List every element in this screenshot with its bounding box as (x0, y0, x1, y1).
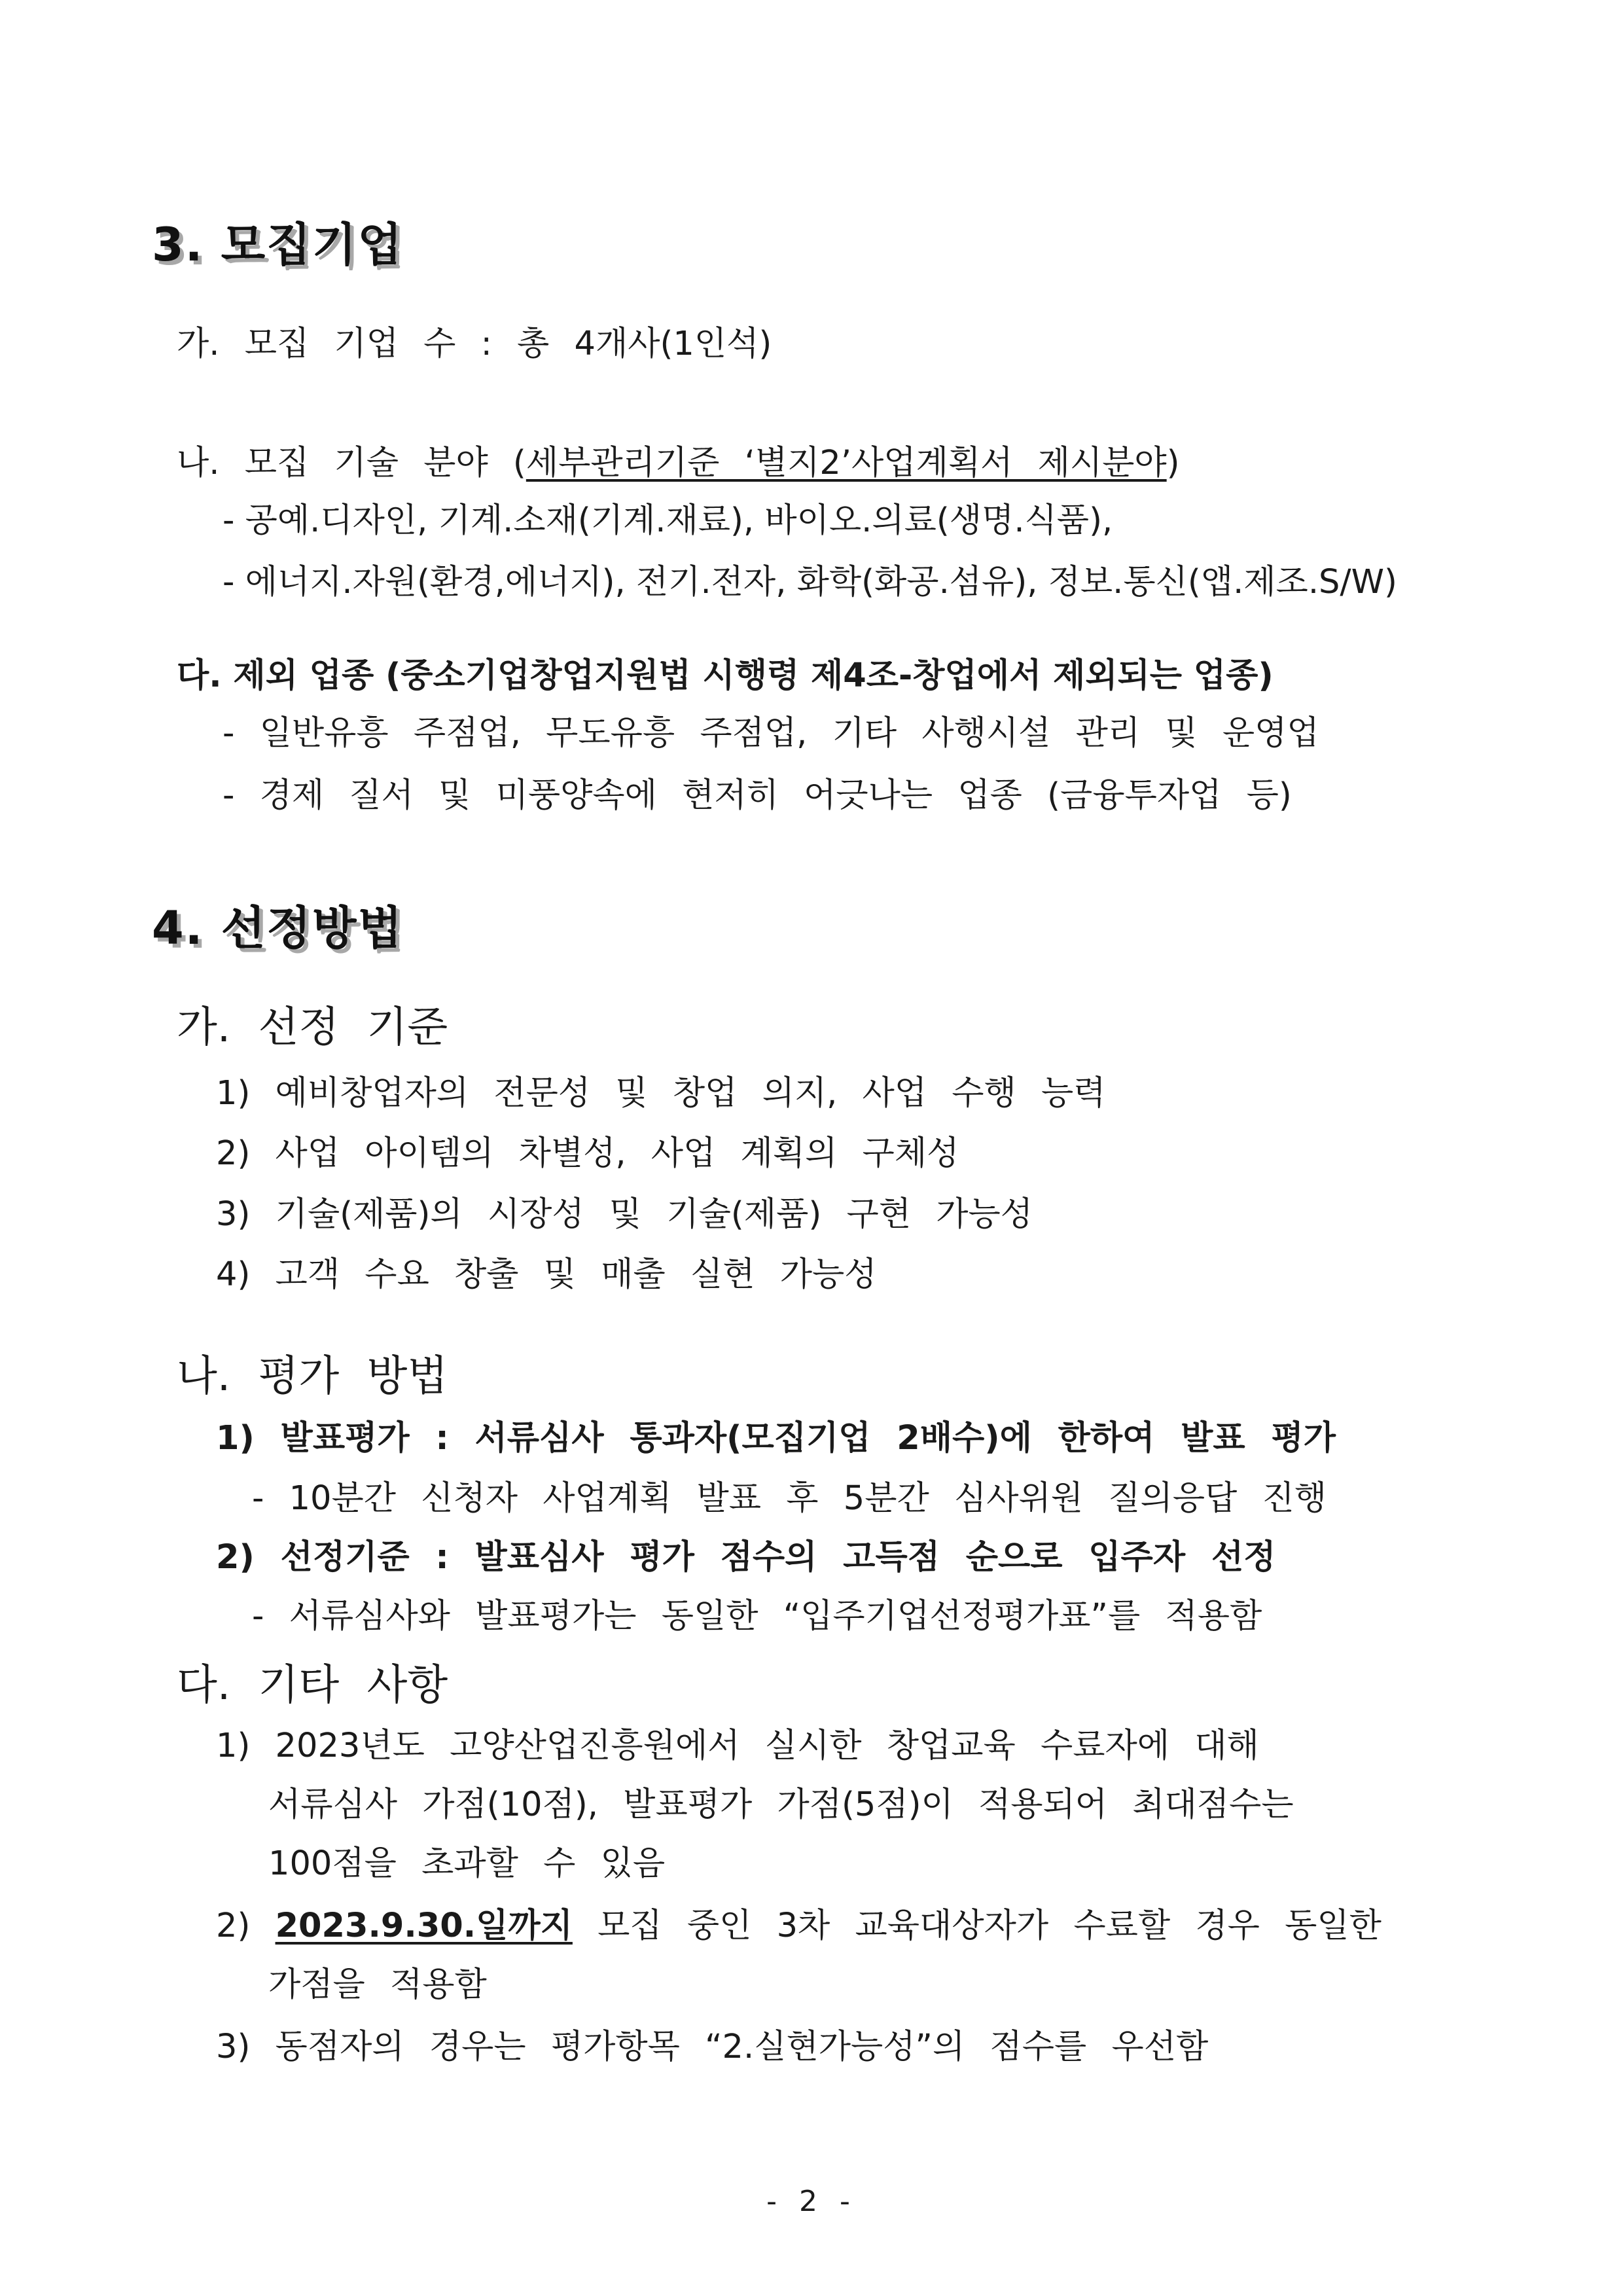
other-item-1-cont: 100점을 초과할 수 있음 (268, 1844, 666, 1883)
deadline-date: 2023.9.30.일까지 (275, 1907, 573, 1945)
excluded-industry-heading: 다. 제외 업종 (중소기업창업지원법 시행령 제4조-창업에서 제외되는 업종) (177, 656, 1274, 695)
tech-field-suffix: ) (1166, 444, 1180, 482)
section-3-heading: 3. 모집기업 (152, 218, 404, 272)
tech-field-prefix: 나. 모집 기술 분야 ( (177, 444, 526, 482)
other-item-2-prefix: 2) (216, 1907, 276, 1945)
evaluation-method-heading: 나. 평가 방법 (177, 1352, 448, 1401)
tech-field-underlined: 세부관리기준 ‘별지2’사업계획서 제시분야 (526, 444, 1167, 482)
other-item-1: 1) 2023년도 고양산업진흥원에서 실시한 창업교육 수료자에 대해 (216, 1727, 1259, 1765)
criteria-item: 4) 고객 수요 창출 및 매출 실현 가능성 (216, 1255, 877, 1294)
other-matters-heading: 다. 기타 사항 (177, 1661, 448, 1710)
other-item-1-cont: 서류심사 가점(10점), 발표평가 가점(5점)이 적용되어 최대점수는 (268, 1785, 1294, 1824)
tech-field-heading (177, 445, 1180, 482)
section-4-heading: 4. 선정방법 (152, 901, 404, 955)
evaluation-step-1-detail: - 10분간 신청자 사업계획 발표 후 5분간 심사위원 질의응답 진행 (252, 1479, 1327, 1518)
other-item-2-suffix: 모집 중인 3차 교육대상자가 수료할 경우 동일한 (572, 1907, 1382, 1945)
page-number: - 2 - (766, 2185, 857, 2218)
excluded-industry-item: - 일반유흥 주점업, 무도유흥 주점업, 기타 사행시설 관리 및 운영업 (223, 714, 1319, 753)
other-item-2 (216, 1908, 1382, 1945)
criteria-item: 3) 기술(제품)의 시장성 및 기술(제품) 구현 가능성 (216, 1195, 1033, 1234)
recruit-count-line: 가. 모집 기업 수 : 총 4개사(1인석) (177, 325, 772, 363)
tech-field-item: - 공예.디자인, 기계.소재(기계.재료), 바이오.의료(생명.식품), (223, 501, 1113, 540)
tech-field-item: - 에너지.자원(환경,에너지), 전기.전자, 화학(화공.섬유), 정보.통신(앱.제조.S/W) (223, 563, 1397, 601)
criteria-item: 2) 사업 아이템의 차별성, 사업 계획의 구체성 (216, 1134, 959, 1173)
other-item-3: 3) 동점자의 경우는 평가항목 “2.실현가능성”의 점수를 우선함 (216, 2028, 1209, 2066)
evaluation-step-2-detail: - 서류심사와 발표평가는 동일한 “입주기업선정평가표”를 적용함 (252, 1597, 1262, 1636)
other-item-2-cont: 가점을 적용함 (268, 1965, 487, 2004)
evaluation-step-2: 2) 선정기준 : 발표심사 평가 점수의 고득점 순으로 입주자 선정 (216, 1538, 1276, 1577)
evaluation-step-1: 1) 발표평가 : 서류심사 통과자(모집기업 2배수)에 한하여 발표 평가 (216, 1419, 1336, 1458)
criteria-item: 1) 예비창업자의 전문성 및 창업 의지, 사업 수행 능력 (216, 1074, 1106, 1113)
excluded-industry-item: - 경제 질서 및 미풍양속에 현저히 어긋나는 업종 (금융투자업 등) (223, 776, 1292, 815)
selection-criteria-heading: 가. 선정 기준 (177, 1003, 448, 1052)
